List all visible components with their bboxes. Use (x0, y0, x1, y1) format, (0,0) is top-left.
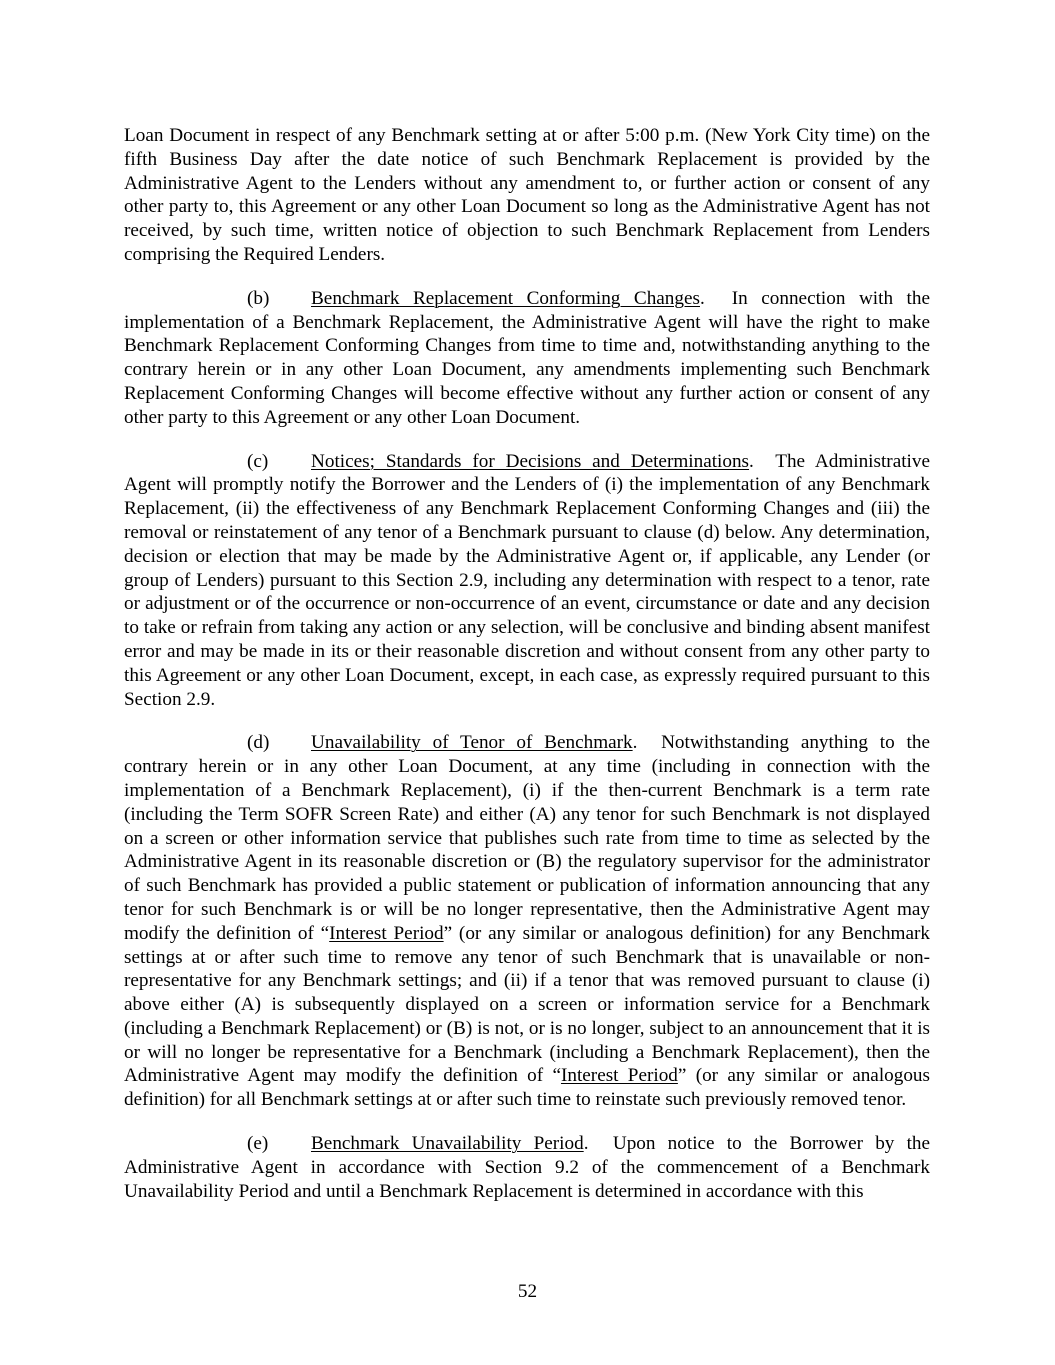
section-b-text: In connection with the implementation of a Benchmark Replacement, the Administrative Agent will have the right to make Benchmark Replacement Conforming Changes from time to time and, notwithstanding anything to the contrary herein or in any other Loan Document, any amendments implementing such Benchmark Replacement Conforming Changes will become effective without any further action or consent of any other party to this Agreement or any other Loan Document. (124, 287, 930, 428)
section-e-label: (e) (247, 1133, 269, 1155)
continuation-paragraph (124, 124, 930, 267)
defined-term-interest-period: Interest Period (560, 1065, 678, 1087)
section-d-paragraph: (d) Unavailability of Tenor of Benchmark. Notwithstanding anything to the contrary herein or in any other Loan Document, at any time (including in connection with the implementation of a Benchmark Replacement), (i) if the then-current Benchmark is a term rate (including the Term SOFR Screen Rate) and either (A) any tenor for such Benchmark is not displayed on a screen or other information service that publishes such rate from time to time as selected by the Administrative Agent in its reasonable discretion or (B) the regulatory supervisor for the administrator of such Benchmark has provided a public statement or publication of information announcing that any tenor for such Benchmark is or will be no longer representative, then the Administrative Agent may modify the definition of “Interest Period” (or any similar or analogous definition) for any Benchmark settings at or after such time to remove any tenor of such Benchmark that is unavailable or non-representative for any Benchmark settings; and (ii) if a tenor that was removed pursuant to clause (i) above either (A) is subsequently displayed on a screen or information service for a Benchmark (including a Benchmark Replacement) or (B) is not, or is no longer, subject to an announcement that it is or will no longer be representative for a Benchmark (including a Benchmark Replacement), then the Administrative Agent may modify the definition of “Interest Period” (or any similar or analogous definition) for all Benchmark settings at or after such time to reinstate such previously removed tenor. (124, 732, 930, 1111)
section-b-label: (b) (247, 287, 270, 309)
section-b-paragraph: (b) Benchmark Replacement Conforming Changes. In connection with the implementation of a Benchmark Replacement, the Administrative Agent will have the right to make Benchmark Replacement Conforming Changes from time to time and, notwithstanding anything to the contrary herein or in any other Loan Document, any amendments implementing such Benchmark Replacement Conforming Changes will become effective without any further action or consent of any other party to this Agreement or any other Loan Document. (124, 287, 930, 428)
section-e-paragraph: (e) Benchmark Unavailability Period. Upon notice to the Borrower by the Administrative Agent in accordance with Section 9.2 of the commencement of a Benchmark Unavailability Period and until a Benchmark Replacement is determined in accordance with this (124, 1133, 931, 1202)
section-c-paragraph: (c) Notices; Standards for Decisions and Determinations. The Administrative Agent will promptly notify the Borrower and the Lenders of (i) the implementation of any Benchmark Replacement, (ii) the effectiveness of any Benchmark Replacement Conforming Changes and (iii) the removal or reinstatement of any tenor of a Benchmark pursuant to clause (d) below. Any determination, decision or election that may be made by the Administrative Agent or, if applicable, any Lender (or group of Lenders) pursuant to this Section 2.9, including any determination with respect to a tenor, rate or adjustment or of the occurrence or non-occurrence of an event, circumstance or date and any decision to take or refrain from taking any action or any selection, will be conclusive and binding absent manifest error and may be made in its or their reasonable discretion and without consent from any other party to this Agreement or any other Loan Document, except, in each case, as expressly required pursuant to this Section 2.9. (124, 450, 930, 710)
section-c-text: The Administrative Agent will promptly notify the Borrower and the Lenders of (i) the implementation of any Benchmark Replacement, (ii) the effectiveness of any Benchmark Replacement Conforming Changes and (iii) the removal or reinstatement of any tenor of a Benchmark pursuant to clause (d) below. Any determination, decision or election that may be made by the Administrative Agent or, if applicable, any Lender (or group of Lenders) pursuant to this Section 2.9, including any determination with respect to a tenor, rate or adjustment or of the occurrence or non-occurrence of an event, circumstance or date and any decision to take or refrain from taking any action or any selection, will be conclusive and binding absent manifest error and may be made in its or their reasonable discretion and without consent from any other party to this Agreement or any other Loan Document, except, in each case, as expressly required pursuant to this Section 2.9. (124, 450, 930, 710)
continuation-text: Loan Document in respect of any Benchmark setting at or after 5:00 p.m. (New York City time) on the fifth Business Day after the date notice of such Benchmark Replacement is provided by the Administrative Agent to the Lenders without any amendment to, or further action or consent of any other party to, this Agreement or any other Loan Document so long as the Administrative Agent has not received, by such time, written notice of objection to such Benchmark Replacement from Lenders comprising the Required Lenders. (124, 125, 930, 265)
section-d-label: (d) (247, 732, 270, 754)
section-b-heading: Benchmark Replacement Conforming Changes (311, 287, 700, 309)
section-e-text: Upon notice to the Borrower by the Administrative Agent in accordance with Section 9.2 of the commencement of a Benchmark Unavailability Period and until a Benchmark Replacement is determined in accordance with this (124, 1133, 931, 1202)
section-c-heading: Notices; Standards for Decisions and Determinations (311, 450, 750, 472)
section-d-text-1: Notwithstanding anything to the contrary herein or in any other Loan Document, at any time (including in connection with the implementation of a Benchmark Replacement), (i) if the then-current Benchmark is a term rate (including the Term SOFR Screen Rate) and either (A) any tenor for such Benchmark is not displayed on a screen or other information service that publishes such rate from time to time as selected by the Administrative Agent in its reasonable discretion or (B) the regulatory supervisor for the administrator of such Benchmark has provided a public statement or publication of information announcing that any tenor for such Benchmark is or will be no longer representative, then the Administrative Agent may modify the definition of “ (124, 732, 930, 944)
section-d-heading: Unavailability of Tenor of Benchmark (311, 732, 633, 754)
section-c-label: (c) (247, 450, 269, 472)
section-d-text-2: ” (or any similar or analogous definition) for any Benchmark settings at or after such time to remove any tenor of such Benchmark that is unavailable or non-representative for any Benchmark settings; and (ii) if a tenor that was removed pursuant to clause (i) above either (A) is subsequently displayed on a screen or information service for a Benchmark (including a Benchmark Replacement) or (B) is not, or is no longer, subject to an announcement that it is or will no longer be representative for a Benchmark (including a Benchmark Replacement), then the Administrative Agent may modify the definition of “ (124, 922, 930, 1087)
document-body (124, 124, 930, 1203)
section-e-heading: Benchmark Unavailability Period (311, 1133, 584, 1155)
page-number: 52 (517, 1281, 538, 1302)
section-d-text-3: ” (or any similar or analogous definition) for all Benchmark settings at or after such time to reinstate such previously removed tenor. (124, 1065, 930, 1111)
defined-term-interest-period: Interest Period (329, 922, 444, 944)
